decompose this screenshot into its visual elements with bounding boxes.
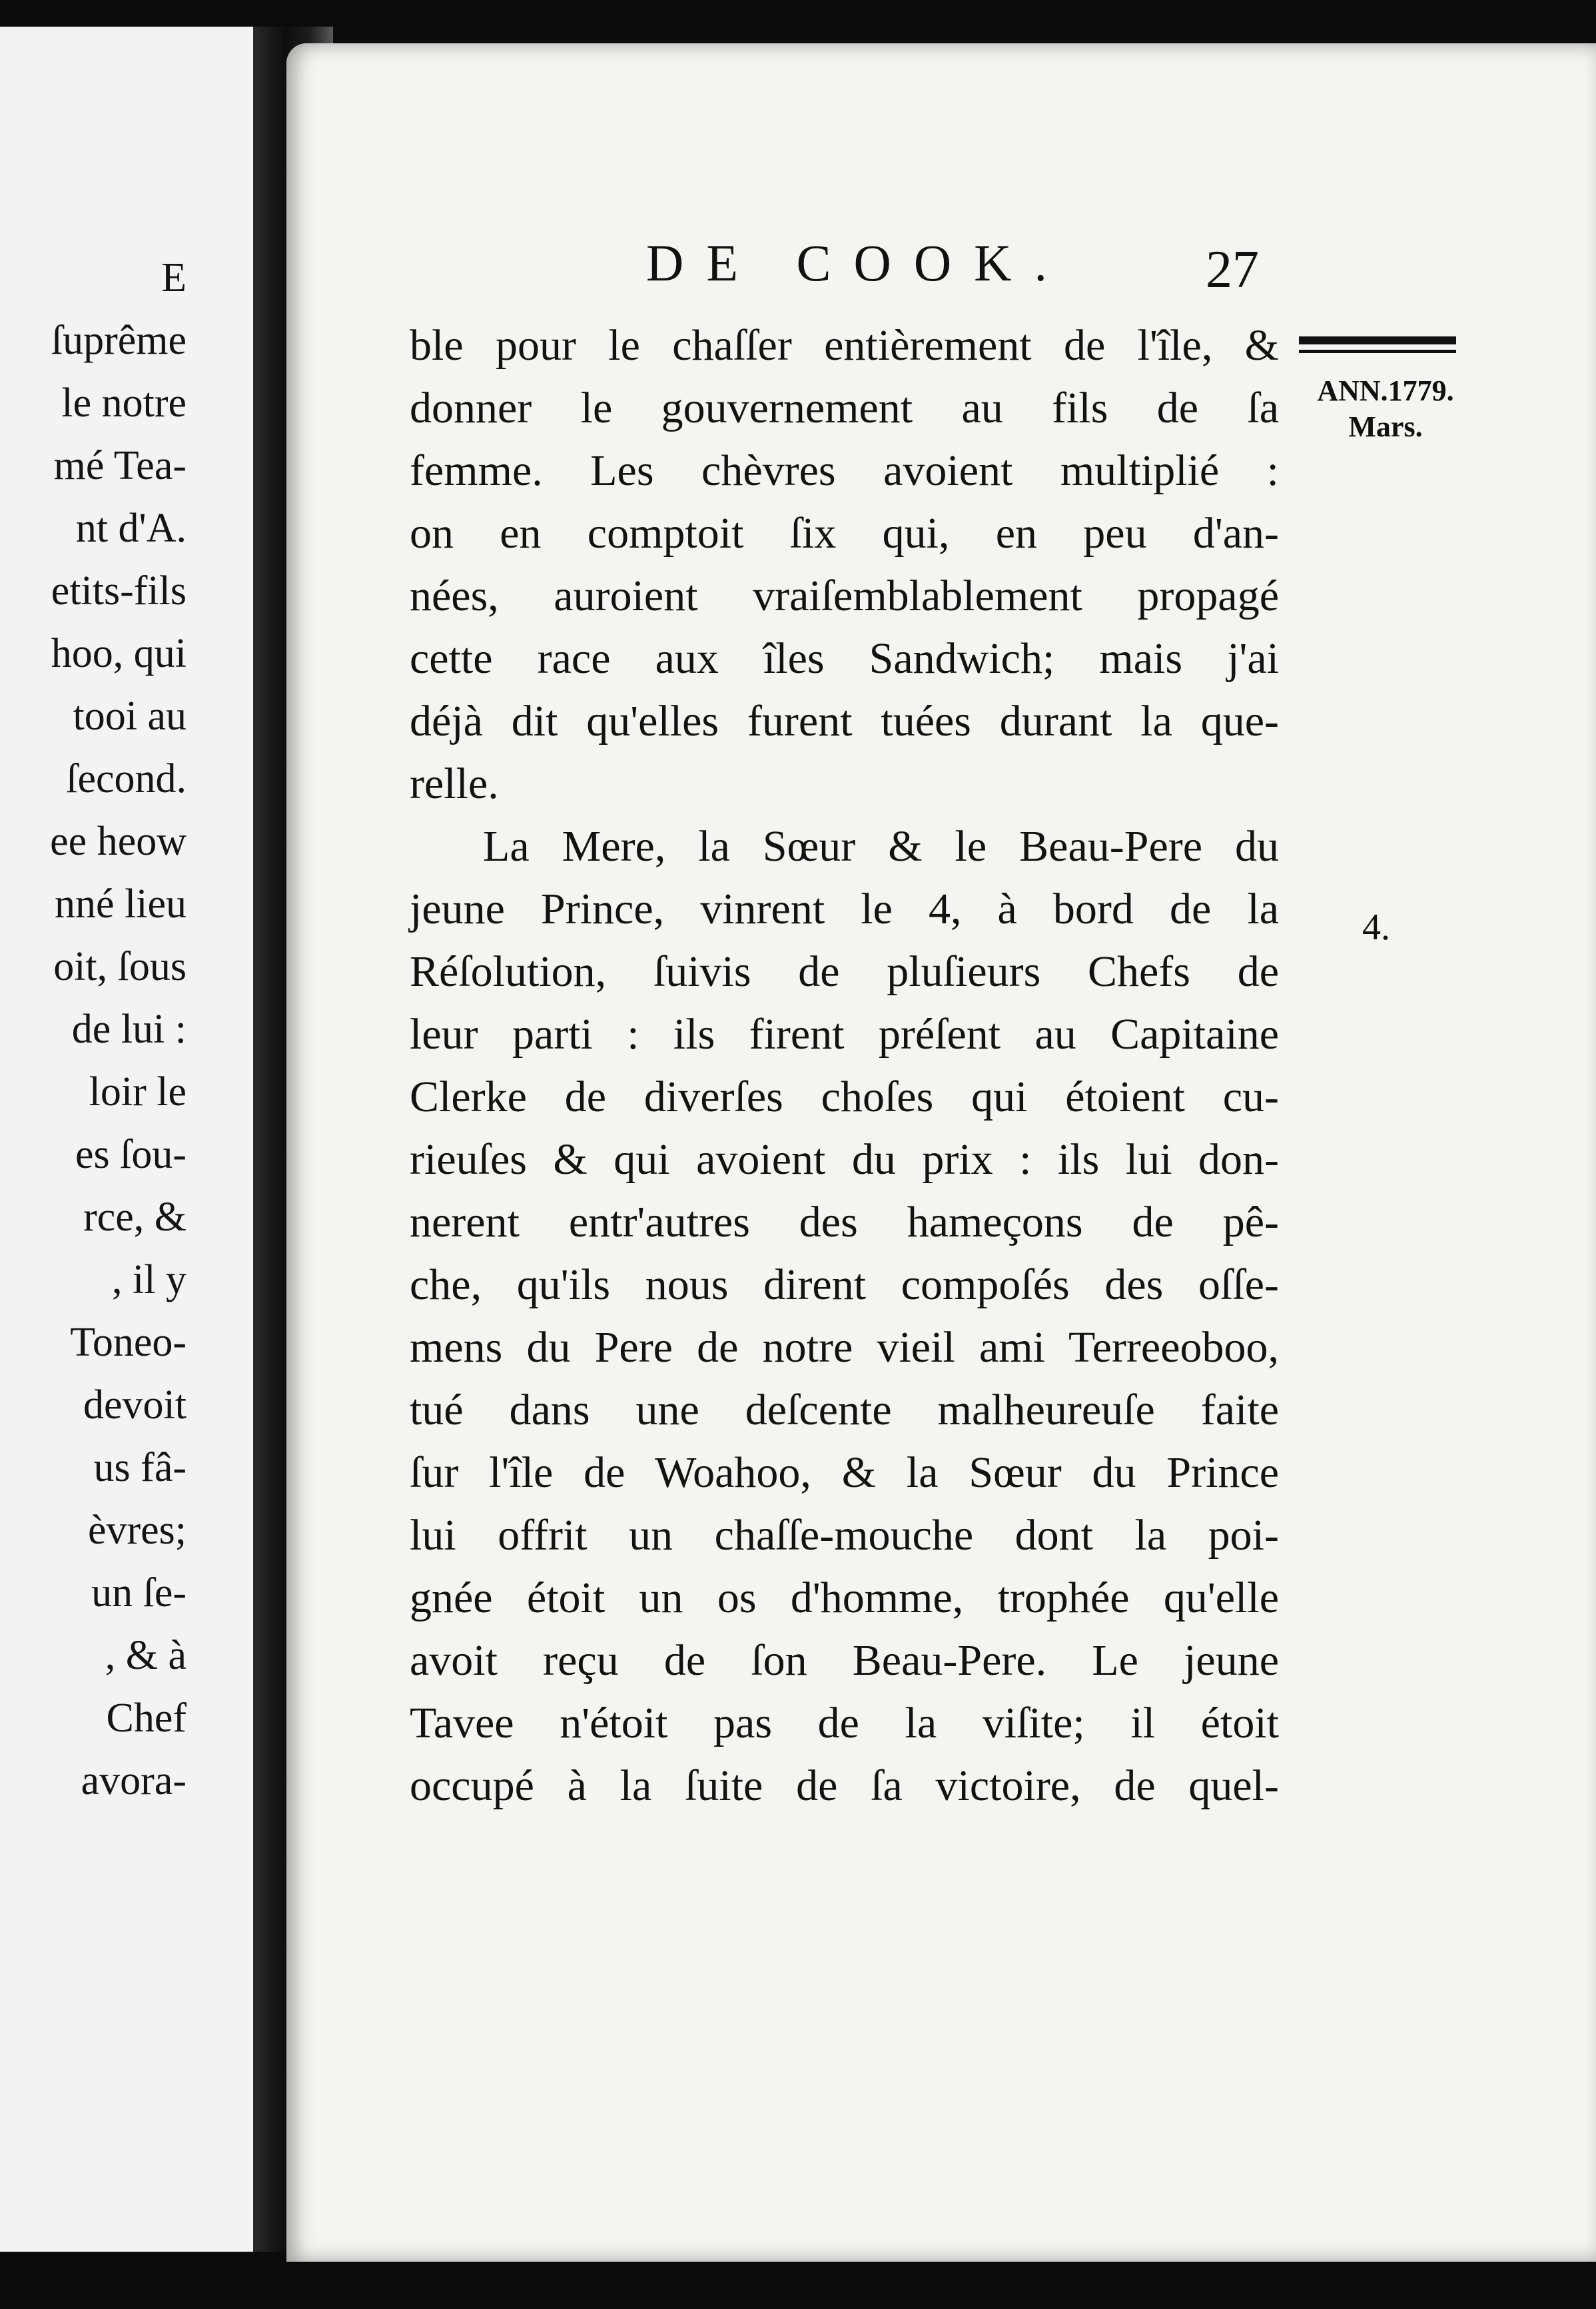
previous-page-line: E [161, 255, 187, 300]
previous-page-text [0, 246, 253, 1812]
previous-page-line: ſuprême [51, 318, 187, 363]
previous-page-line: le notre [61, 380, 187, 426]
previous-page-line: es ſou- [75, 1132, 187, 1177]
text-line: occupé à la ſuite de ſa victoire, de quel- [410, 1761, 1279, 1810]
text-line: Clerke de diverſes choſes qui étoient cu- [410, 1073, 1279, 1121]
previous-page-line: èvres; [87, 1508, 187, 1553]
text-line: che, qu'ils nous dirent compoſés des oſſe- [410, 1260, 1279, 1309]
text-line: cette race aux îles Sandwich; mais j'ai [410, 634, 1279, 683]
previous-page-line: mé Tea- [53, 443, 187, 488]
text-line: déjà dit qu'elles furent tuées durant la que- [410, 697, 1279, 745]
text-line: on en comptoit ſix qui, en peu d'an- [410, 509, 1279, 558]
page-number: 27 [1206, 240, 1259, 299]
previous-page-line: nt d'A. [75, 506, 187, 551]
previous-page-line: us fâ- [93, 1445, 187, 1490]
text-line: La Mere, la Sœur & le Beau-Pere du [483, 822, 1279, 871]
text-line: gnée étoit un os d'homme, trophée qu'elle [410, 1574, 1279, 1622]
text-line: avoit reçu de ſon Beau-Pere. Le jeune [410, 1636, 1279, 1685]
previous-page-line: Chef [106, 1695, 187, 1741]
text-line: lui offrit un chaſſe-mouche dont la poi- [410, 1511, 1279, 1560]
previous-page-line: hoo, qui [51, 631, 187, 676]
text-line: femme. Les chèvres avoient multiplié : [410, 446, 1279, 495]
running-head: DE COOK. [646, 234, 1070, 292]
margin-rule [1299, 336, 1456, 353]
text-line: nées, auroient vraiſemblablement propagé [410, 572, 1279, 620]
margin-note-month: Mars. [1348, 410, 1423, 443]
text-line: Tavee n'étoit pas de la viſite; il étoit [410, 1699, 1279, 1747]
text-line: tué dans une deſcente malheureuſe faite [410, 1386, 1279, 1434]
previous-page-line: de lui : [71, 1007, 187, 1052]
previous-page-line: devoit [83, 1382, 187, 1428]
text-line: leur parti : ils firent préſent au Capitaine [410, 1010, 1279, 1059]
previous-page-line: nné lieu [55, 881, 187, 927]
text-line: Réſolution, ſuivis de pluſieurs Chefs de [410, 947, 1279, 996]
previous-page-line: tooi au [73, 693, 187, 739]
text-line: nerent entr'autres des hameçons de pê- [410, 1198, 1279, 1246]
margin-note [1292, 373, 1479, 445]
text-line: ſur l'île de Woahoo, & la Sœur du Prince [410, 1448, 1279, 1497]
previous-page-line: oit, ſous [53, 944, 187, 989]
previous-page-line: etits-fils [51, 568, 187, 614]
previous-page-line: , il y [112, 1257, 187, 1302]
previous-page-line: loir le [89, 1069, 187, 1115]
previous-page-line: ſecond. [66, 756, 187, 801]
text-line: donner le gouvernement au fils de ſa [410, 384, 1279, 432]
previous-page-line: avora- [81, 1758, 187, 1803]
text-line: ble pour le chaſſer entièrement de l'île, & [410, 321, 1279, 370]
previous-page-line: ee heow [50, 819, 187, 864]
text-line: jeune Prince, vinrent le 4, à bord de la [410, 885, 1279, 933]
previous-page-line: Toneo- [70, 1320, 187, 1365]
margin-note-year: ANN.1779. [1317, 374, 1454, 407]
previous-page-line: rce, & [83, 1194, 187, 1240]
previous-page-fragment [0, 27, 253, 2252]
text-line: relle. [410, 759, 499, 808]
text-line: rieuſes & qui avoient du prix : ils lui don- [410, 1135, 1279, 1184]
text-line: mens du Pere de notre vieil ami Terreeoboo, [410, 1323, 1279, 1372]
previous-page-line: un ſe- [91, 1570, 187, 1616]
previous-page-line: , & à [105, 1633, 187, 1678]
page-body-text [410, 314, 1279, 1817]
margin-date-mark: 4. [1362, 907, 1390, 948]
